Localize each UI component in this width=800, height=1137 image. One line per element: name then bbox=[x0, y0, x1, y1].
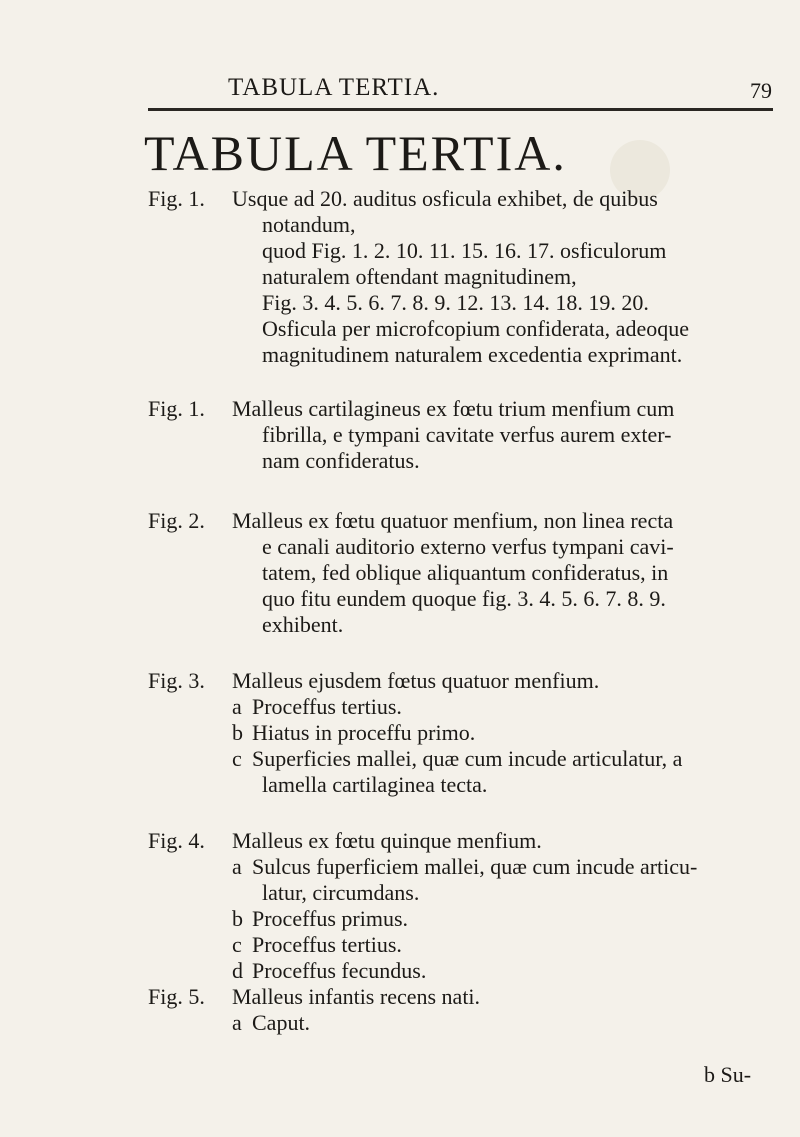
entry-line: Osficula per microfcopium confiderata, adeoque bbox=[262, 316, 689, 341]
entry-line: Malleus ejusdem fœtus quatuor menfium. bbox=[232, 668, 600, 693]
entry-line: Malleus ex fœtu quinque menfium. bbox=[232, 828, 542, 853]
entry-line: Malleus cartilagineus ex fœtu trium menfium cum bbox=[232, 396, 675, 421]
entry-line: tatem, fed oblique aliquantum confideratus, in bbox=[262, 560, 669, 585]
entry-line: Malleus ex fœtu quatuor menfium, non linea recta bbox=[232, 508, 674, 533]
item-text: Hiatus in proceffu primo. bbox=[252, 720, 476, 745]
item-letter: c bbox=[232, 746, 242, 771]
item-text: lamella cartilaginea tecta. bbox=[262, 772, 488, 797]
entry-line: notandum, bbox=[262, 212, 356, 237]
item-text: Sulcus fuperficiem mallei, quæ cum incude articu- bbox=[252, 854, 698, 879]
header-rule bbox=[148, 108, 773, 111]
running-head: TABULA TERTIA. bbox=[228, 74, 440, 101]
entry-line: quod Fig. 1. 2. 10. 11. 15. 16. 17. osficulorum bbox=[262, 238, 667, 263]
item-letter: b bbox=[232, 906, 243, 931]
entry-line: Usque ad 20. auditus osficula exhibet, de quibus bbox=[232, 186, 658, 211]
entry-line: Fig. 3. 4. 5. 6. 7. 8. 9. 12. 13. 14. 18. 19. 20. bbox=[262, 290, 649, 315]
page-title: TABULA TERTIA. bbox=[144, 125, 567, 181]
figure-label: Fig. 1. bbox=[148, 396, 205, 421]
figure-label: Fig. 5. bbox=[148, 984, 205, 1009]
item-text: Caput. bbox=[252, 1010, 311, 1035]
figure-label: Fig. 4. bbox=[148, 828, 205, 853]
item-text: Proceffus fecundus. bbox=[252, 958, 427, 983]
entry-line: exhibent. bbox=[262, 612, 344, 637]
item-text: Proceffus tertius. bbox=[252, 694, 402, 719]
entry-line: quo fitu eundem quoque fig. 3. 4. 5. 6. 7. 8. 9. bbox=[262, 586, 666, 611]
item-text: Proceffus tertius. bbox=[252, 932, 402, 957]
entry-line: naturalem oftendant magnitudinem, bbox=[262, 264, 577, 289]
entry-line: fibrilla, e tympani cavitate verfus aurem exter- bbox=[262, 422, 672, 447]
entry-line: Malleus infantis recens nati. bbox=[232, 984, 481, 1009]
item-letter: a bbox=[232, 1010, 242, 1035]
entry-line: magnitudinem naturalem excedentia exprimant. bbox=[262, 342, 683, 367]
figure-label: Fig. 3. bbox=[148, 668, 205, 693]
item-text: Proceffus primus. bbox=[252, 906, 409, 931]
item-letter: a bbox=[232, 694, 242, 719]
item-letter: c bbox=[232, 932, 242, 957]
item-text: latur, circumdans. bbox=[262, 880, 420, 905]
entry-line: e canali auditorio externo verfus tympani cavi- bbox=[262, 534, 674, 559]
catchword: b Su- bbox=[704, 1062, 752, 1087]
entry-line: nam confideratus. bbox=[262, 448, 420, 473]
item-letter: a bbox=[232, 854, 242, 879]
figure-label: Fig. 1. bbox=[148, 186, 205, 211]
page-number: 79 bbox=[750, 78, 772, 103]
item-text: Superficies mallei, quæ cum incude articulatur, a bbox=[252, 746, 683, 771]
figure-label: Fig. 2. bbox=[148, 508, 205, 533]
item-letter: d bbox=[232, 958, 243, 983]
item-letter: b bbox=[232, 720, 243, 745]
